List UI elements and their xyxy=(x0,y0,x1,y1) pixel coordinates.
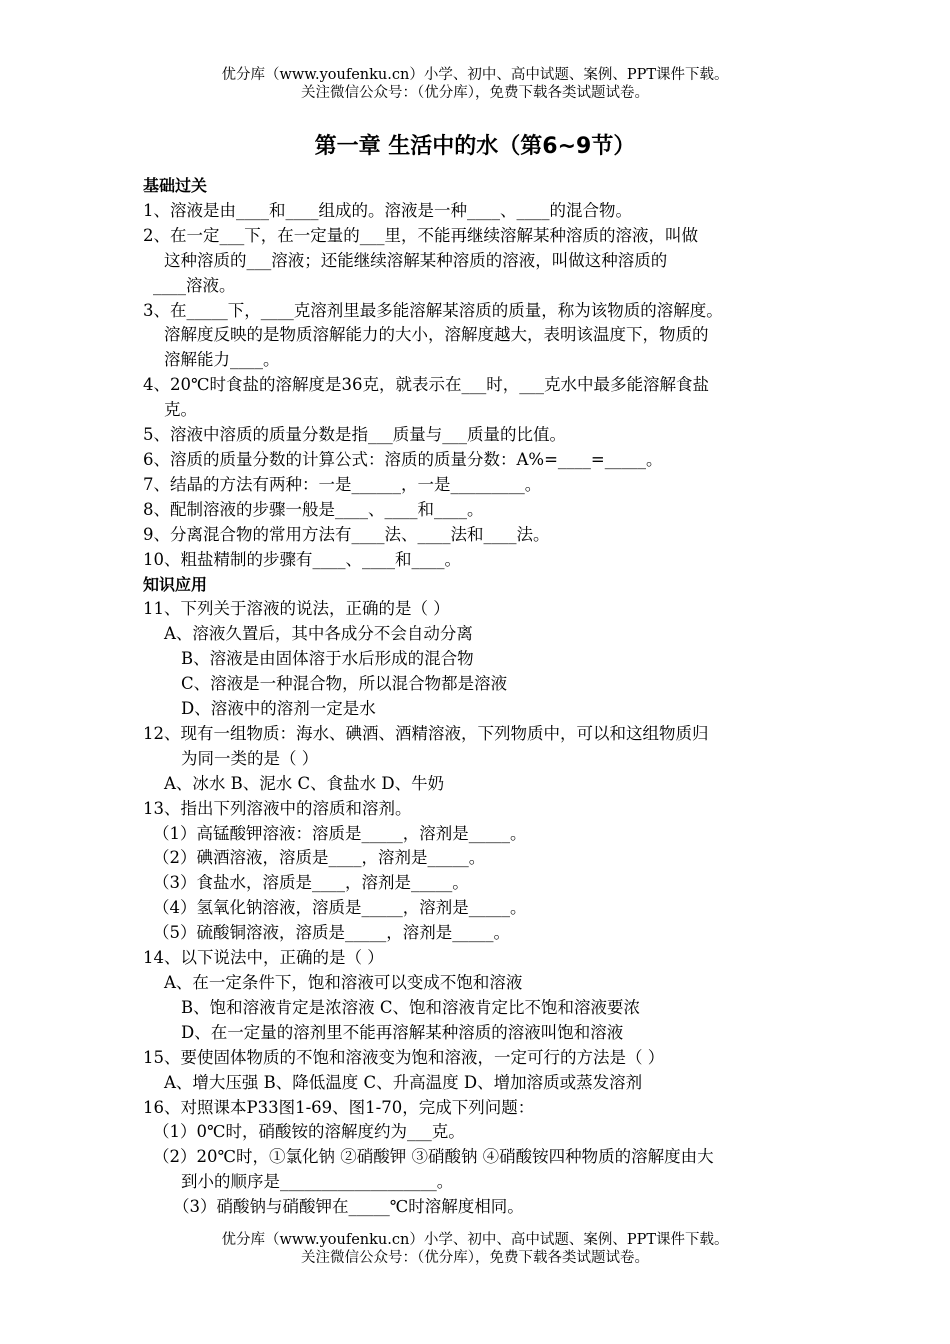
question-5: 5、溶液中溶质的质量分数是指___质量与___质量的比值。 xyxy=(143,425,566,445)
question-13-part-2: （2）碘酒溶液，溶质是____，溶剂是_____。 xyxy=(153,848,486,868)
chapter-title: 第一章 生活中的水（第6~9节） xyxy=(314,134,636,159)
question-13: 13、指出下列溶液中的溶质和溶剂。 xyxy=(143,798,412,818)
section-basic-heading: 基础过关 xyxy=(143,176,208,195)
question-6: 6、溶质的质量分数的计算公式：溶质的质量分数：A%=____=_____。 xyxy=(143,449,663,469)
question-13-part-3: （3）食盐水，溶质是____，溶剂是_____。 xyxy=(153,873,469,893)
question-10: 10、粗盐精制的步骤有____、____和____。 xyxy=(143,549,461,569)
footer-line-2: 关注微信公众号：（优分库），免费下载各类试题试卷。 xyxy=(301,1250,649,1266)
question-7: 7、结晶的方法有两种：一是______，一是_________。 xyxy=(143,474,542,494)
question-2-cont: 这种溶质的___溶液；还能继续溶解某种溶质的溶液，叫做这种溶质的 xyxy=(164,250,668,270)
question-16-part-1: （1）0℃时，硝酸铵的溶解度约为___克。 xyxy=(153,1122,465,1142)
question-16-part-3: （3）硝酸钠与硝酸钾在_____℃时溶解度相同。 xyxy=(173,1197,524,1217)
question-3: 3、在_____下，____克溶剂里最多能溶解某溶质的质量，称为该物质的溶解度。 xyxy=(143,300,723,320)
question-12-options: A、冰水 B、泥水 C、食盐水 D、牛奶 xyxy=(164,773,445,793)
question-9: 9、分离混合物的常用方法有____法、____法和____法。 xyxy=(143,524,550,544)
question-13-part-4: （4）氢氧化钠溶液，溶质是_____，溶剂是_____。 xyxy=(153,898,527,918)
question-14-option-bc: B、饱和溶液肯定是浓溶液 C、饱和溶液肯定比不饱和溶液要浓 xyxy=(181,997,640,1017)
question-3-cont-2: 溶解能力____。 xyxy=(164,350,280,370)
question-12: 12、现有一组物质：海水、碘酒、酒精溶液，下列物质中，可以和这组物质归 xyxy=(143,723,709,743)
page-header xyxy=(0,66,950,102)
section-apply-heading: 知识应用 xyxy=(143,574,208,594)
question-13-part-5: （5）硫酸铜溶液，溶质是_____，溶剂是_____。 xyxy=(153,923,510,943)
question-11-option-a: A、溶液久置后，其中各成分不会自动分离 xyxy=(164,624,473,644)
question-15-options: A、增大压强 B、降低温度 C、升高温度 D、增加溶质或蒸发溶剂 xyxy=(164,1072,643,1092)
question-14: 14、以下说法中，正确的是（ ） xyxy=(143,948,384,968)
question-8: 8、配制溶液的步骤一般是____、____和____。 xyxy=(143,499,484,519)
question-2-cont-2: ____溶液。 xyxy=(153,275,236,295)
worksheet-body xyxy=(143,174,823,1220)
question-14-option-d: D、在一定量的溶剂里不能再溶解某种溶质的溶液叫饱和溶液 xyxy=(181,1022,624,1042)
header-line-1: 优分库（www.youfenku.cn）小学、初中、高中试题、案例、PPT课件下载。 xyxy=(221,67,729,83)
question-15: 15、要使固体物质的不饱和溶液变为饱和溶液，一定可行的方法是（ ） xyxy=(143,1047,665,1067)
question-1: 1、溶液是由____和____组成的。溶液是一种____、____的混合物。 xyxy=(143,200,632,220)
question-14-option-a: A、在一定条件下，饱和溶液可以变成不饱和溶液 xyxy=(164,973,523,992)
question-13-part-1: （1）高锰酸钾溶液：溶质是_____，溶剂是_____。 xyxy=(153,823,527,843)
footer-line-1: 优分库（www.youfenku.cn）小学、初中、高中试题、案例、PPT课件下载。 xyxy=(221,1232,729,1248)
question-11-option-b: B、溶液是由固体溶于水后形成的混合物 xyxy=(181,649,474,669)
page-footer xyxy=(0,1231,950,1267)
question-11-option-c: C、溶液是一种混合物，所以混合物都是溶液 xyxy=(181,674,508,694)
question-12-cont: 为同一类的是（ ） xyxy=(181,748,319,768)
question-4-cont: 克。 xyxy=(164,400,197,420)
question-3-cont: 溶解度反映的是物质溶解能力的大小，溶解度越大，表明该温度下，物质的 xyxy=(164,325,709,345)
question-16-part-2: （2）20℃时，①氯化钠 ②硝酸钾 ③硝酸钠 ④硝酸铵四种物质的溶解度由大 xyxy=(153,1147,714,1167)
question-16-part-2-cont: 到小的顺序是___________________。 xyxy=(181,1172,454,1192)
question-11: 11、下列关于溶液的说法，正确的是（ ） xyxy=(143,599,450,619)
question-4: 4、20℃时食盐的溶解度是36克，就表示在___时，___克水中最多能溶解食盐 xyxy=(143,375,709,395)
question-2: 2、在一定___下，在一定量的___里，不能再继续溶解某种溶质的溶液，叫做 xyxy=(143,225,698,245)
question-11-option-d: D、溶液中的溶剂一定是水 xyxy=(181,699,376,719)
question-16: 16、对照课本P33图1-69、图1-70，完成下列问题： xyxy=(143,1097,535,1117)
header-line-2: 关注微信公众号：（优分库），免费下载各类试题试卷。 xyxy=(301,85,649,101)
